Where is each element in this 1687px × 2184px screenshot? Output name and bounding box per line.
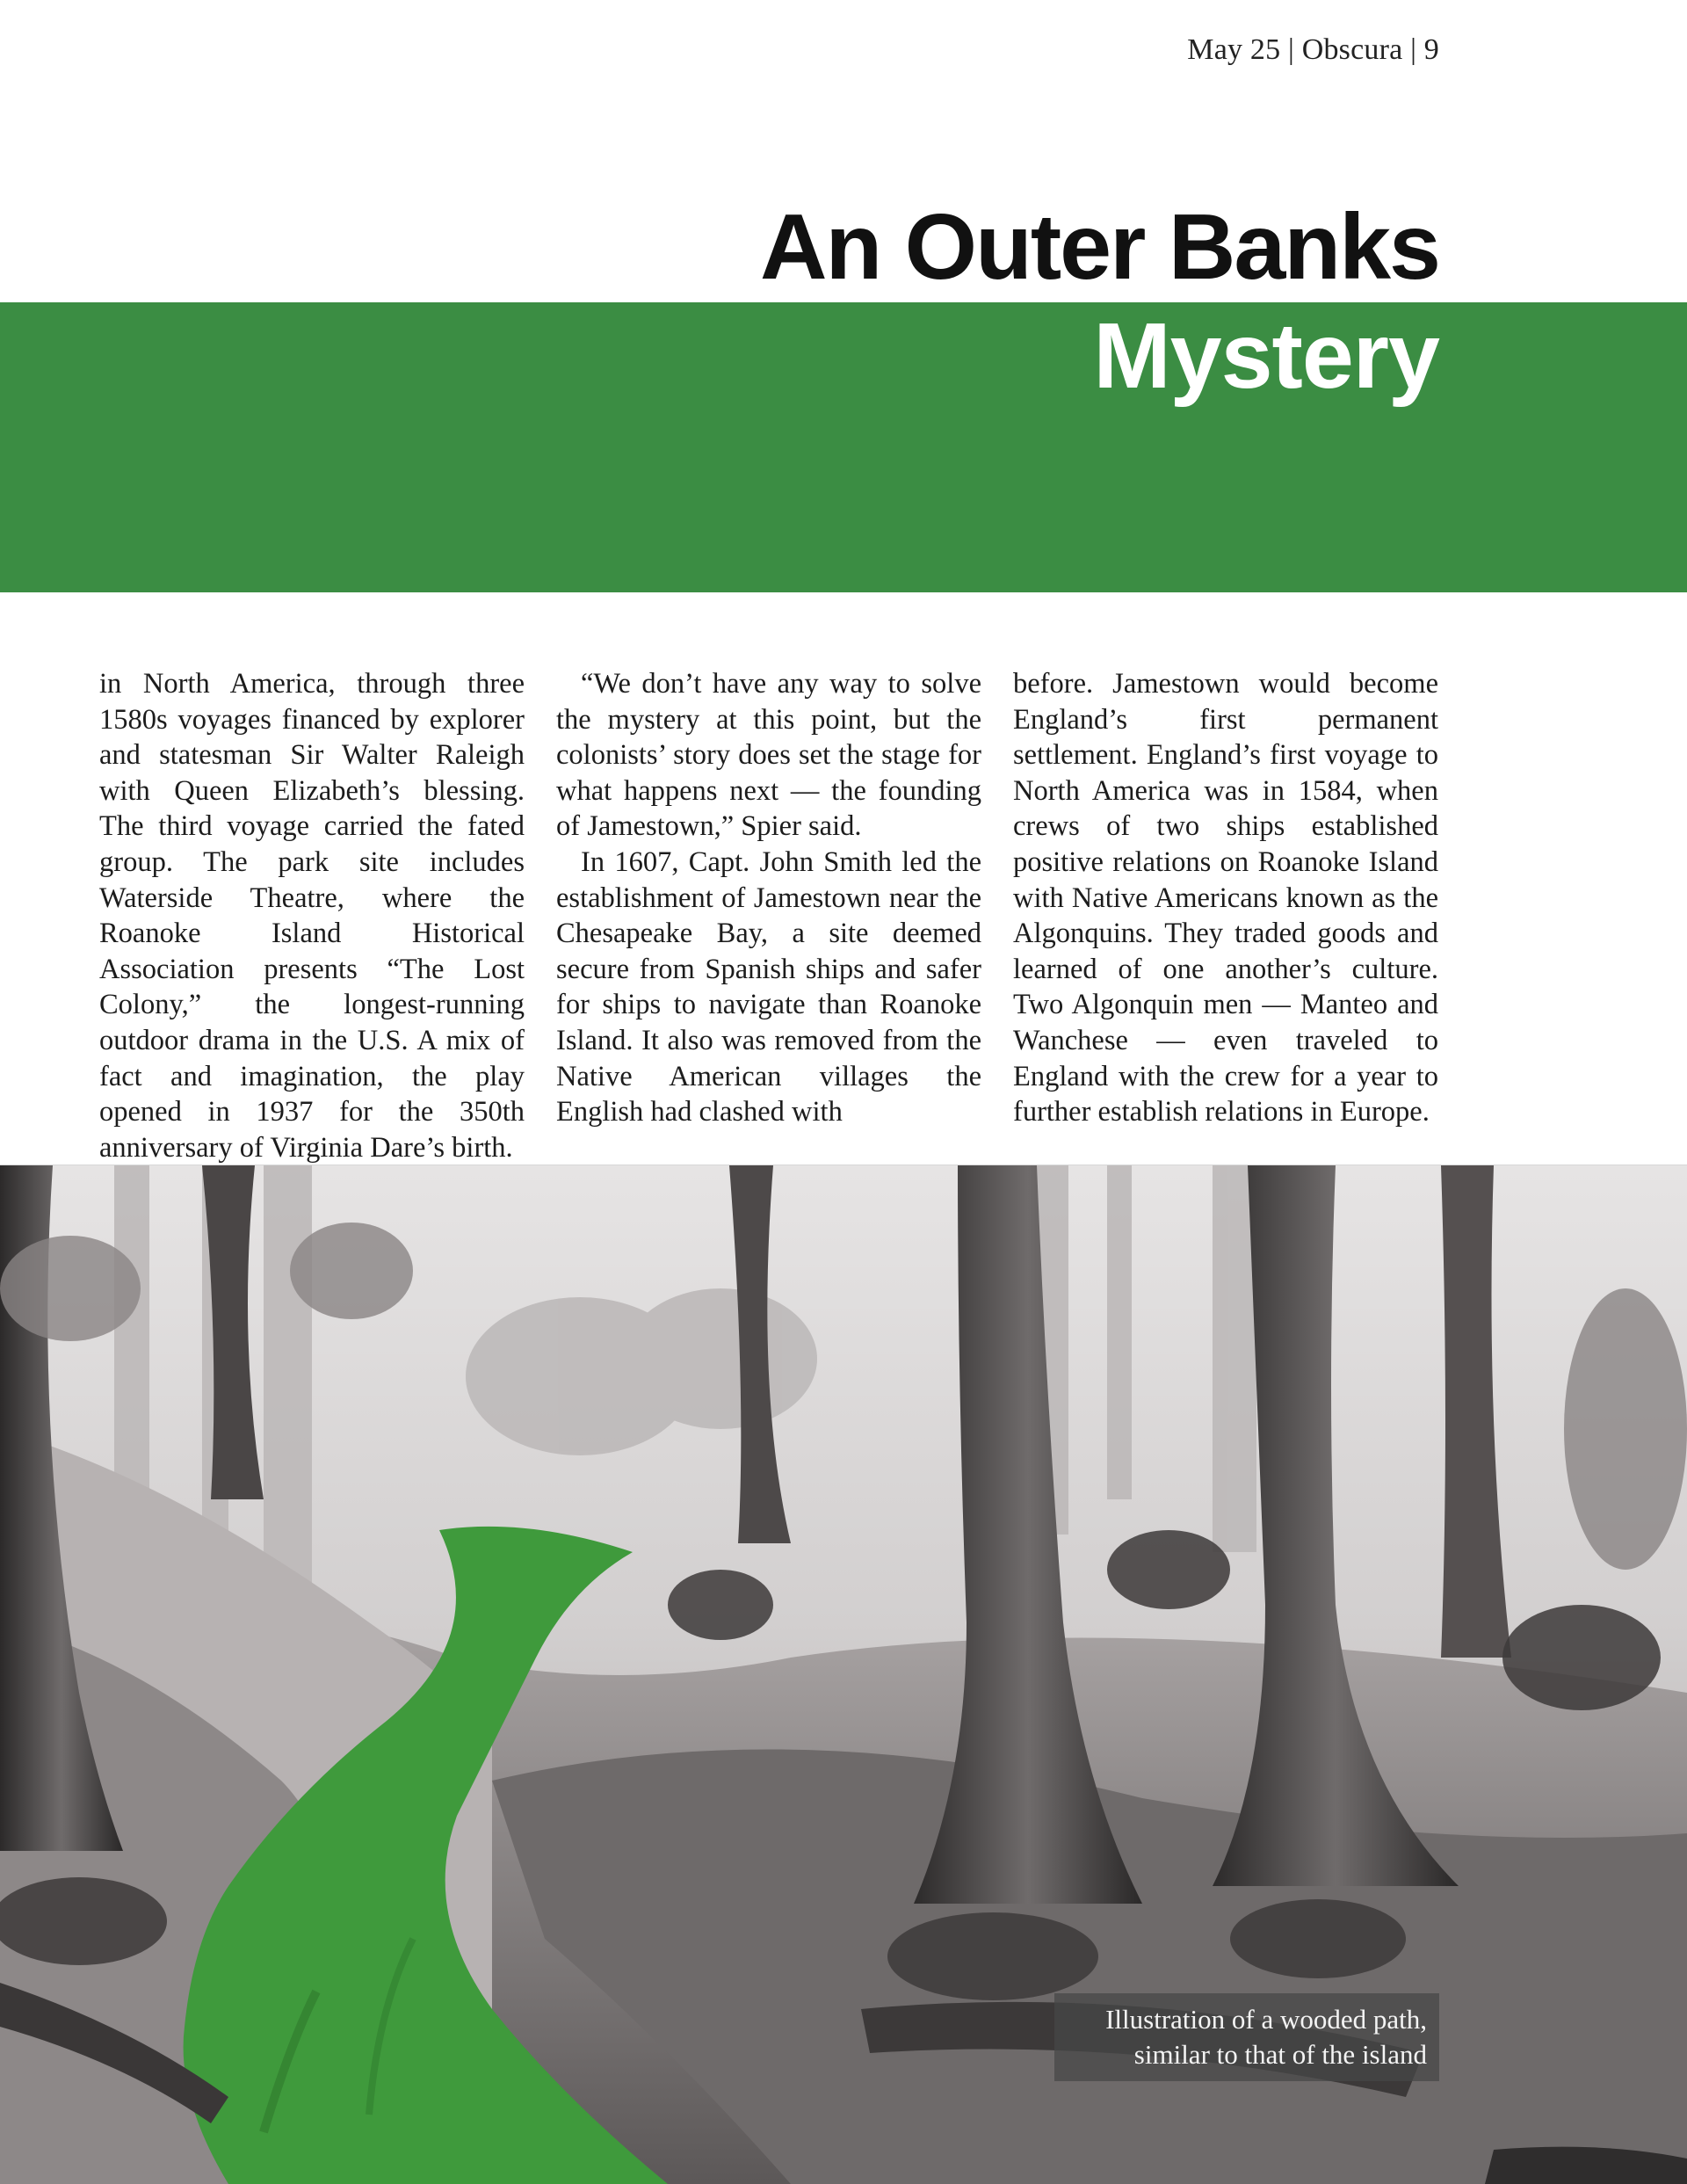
- article-column-3: [1013, 666, 1438, 1165]
- page-title-line1: An Outer Banks: [759, 195, 1439, 299]
- article-column-2: [556, 666, 981, 1165]
- page-title-line2: Mystery: [1093, 304, 1439, 408]
- article-paragraph: “We don’t have any way to solve the mystery at this point, but the colonists’ story does set the stage for what happens next — the founding of Jamestown,” Spier said.: [556, 668, 981, 843]
- illustration-caption: [1058, 2002, 1427, 2072]
- article-paragraph: in North America, through three 1580s voyages financed by explorer and statesman Sir Walter Raleigh with Queen Elizabeth’s blessing. The third voyage carried the fated group. The park site includes Waterside Theatre, where the Roanoke Island Historical Association presents “The Lost Colony,” the longest-running outdoor drama in the U.S. A mix of fact and imagination, the play opened in 1937 for the 350th anniversary of Virginia Dare’s birth.: [99, 668, 525, 1164]
- caption-line: similar to that of the island: [1133, 2039, 1427, 2070]
- caption-line: Illustration of a wooded path,: [1105, 2004, 1427, 2035]
- running-head: May 25 | Obscura | 9: [1187, 33, 1439, 66]
- article-paragraph: In 1607, Capt. John Smith led the establishment of Jamestown near the Chesapeake Bay, a site deemed secure from Spanish ships and safer for ships to navigate than Roanoke Island. It also was removed from the Native American villages the English had clashed with: [556, 845, 981, 1128]
- article-column-1: [99, 666, 525, 1165]
- article-paragraph: before. Jamestown would become England’s first permanent settlement. England’s first voyage to North America was in 1584, when crews of two ships established positive relations on Roanoke Island with Native Americans known as the Algonquins. They traded goods and learned of one another’s culture. Two Algonquin men — Manteo and Wanchese — even traveled to England with the crew for a year to further establish relations in Europe.: [1013, 668, 1438, 1128]
- article-body: [99, 666, 1439, 1164]
- caption-box: [1054, 1993, 1439, 2081]
